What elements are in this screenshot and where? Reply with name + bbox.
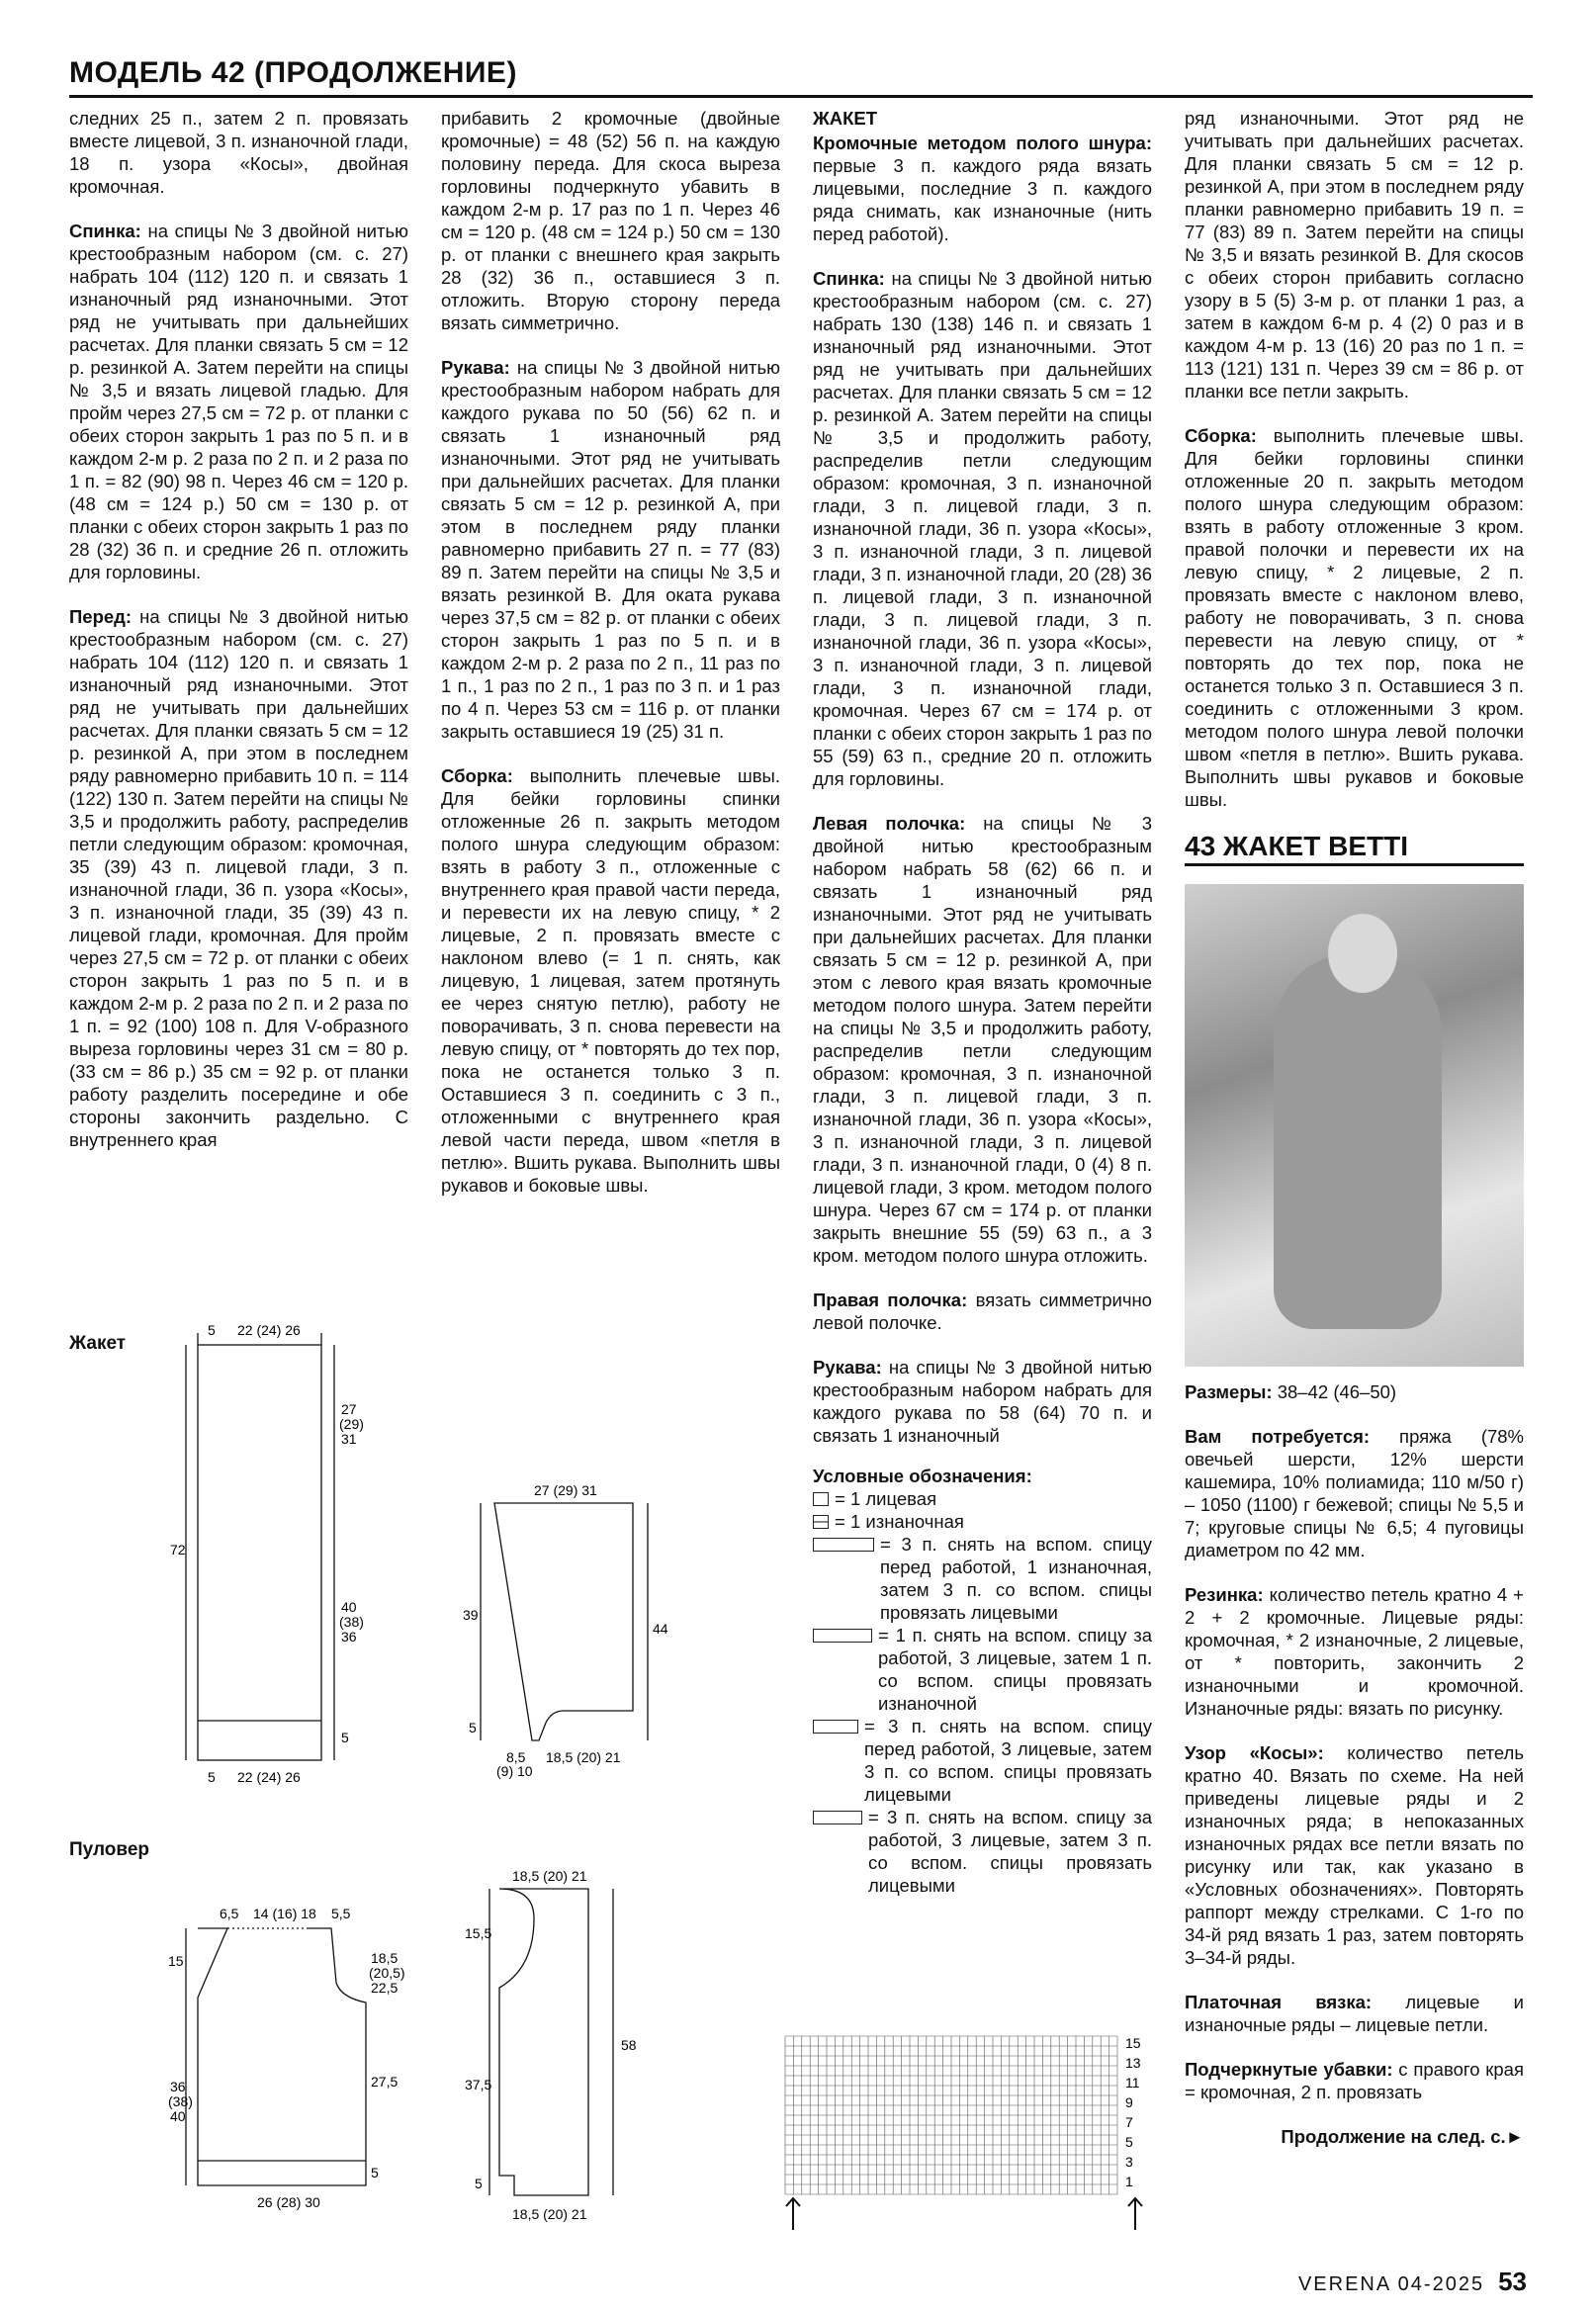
paragraph: [813, 1289, 1152, 1334]
paragraph: [69, 220, 408, 583]
paragraph: [69, 107, 408, 198]
paragraph-lead: Кромочные методом полого шнура:: [813, 133, 1152, 153]
paragraph-lead: Рукава:: [441, 357, 510, 378]
dim-bot-width: 22 (24) 26: [237, 1769, 301, 1785]
dim-right-mid-b: (38): [339, 1614, 364, 1630]
pull-r3: 22,5: [371, 1980, 399, 1996]
dim-right-mid-c: 36: [341, 1629, 357, 1645]
paragraph-lead: Спинка:: [813, 268, 885, 289]
paragraph: [813, 267, 1152, 790]
paragraph-text: прибавить 2 кромочные (двойные кромочные) = 48 (52) 56 п. на каждую половину переда. Для скоса выреза горловины подчеркнуто убавить в каждом 2-м р. 17 раз по 1 п. Через 46 см = 120 р. (48 см = 124 р.) 50 см = 130 р. от планки с внешнего края закрыть 28 (32) 36 п., оставшиеся 3 п. отложить. Вторую сторону переда вязать симметрично.: [441, 108, 780, 333]
dim-right-bot: 5: [341, 1730, 349, 1745]
pull-left-mid-a: 36: [170, 2079, 186, 2094]
chart-row-number: 7: [1125, 2114, 1133, 2130]
paragraph-text: с правого края = кромочная, 2 п. провязать: [1185, 2059, 1524, 2102]
pull-right-mid: 27,5: [371, 2074, 399, 2090]
legend-text: = 3 п. снять на вспом. спицу перед работой, 1 изнаночная, затем 3 п. со вспом. спицы провязать лицевыми: [880, 1534, 1152, 1623]
sleeve-top: 27 (29) 31: [534, 1482, 597, 1498]
section-heading: ЖАКЕТ: [813, 108, 878, 129]
model-head: [1328, 914, 1397, 993]
arrow-left-icon: [786, 2198, 800, 2230]
chart-row-number: 9: [1125, 2094, 1133, 2110]
paragraph-lead: Перед:: [69, 606, 133, 627]
arrow-right-icon: [1128, 2198, 1142, 2230]
paragraph: [441, 356, 780, 743]
dim-bot-left: 5: [208, 1769, 216, 1785]
chart-row-number: 13: [1125, 2055, 1141, 2071]
paragraph-lead: Рукава:: [813, 1357, 882, 1378]
legend-item: [813, 1510, 1152, 1533]
continue-note: Продолжение на след. с.►: [1281, 2126, 1524, 2147]
purl-square-icon: [813, 1515, 829, 1529]
paragraph: [441, 107, 780, 334]
sleeve-bot-a: 8,5: [506, 1749, 526, 1765]
sleeve-right: 44: [653, 1621, 668, 1637]
sleeve-bot-b: 18,5 (20) 21: [546, 1749, 621, 1765]
pull-left-mid-c: 40: [170, 2108, 186, 2124]
cable-3x3-right-icon: [813, 1811, 862, 1824]
pull-t3: 5,5: [331, 1906, 351, 1921]
dim-right-mid-a: 40: [341, 1599, 357, 1615]
dim-top-width: 22 (24) 26: [237, 1322, 301, 1338]
jacket-sleeve-schematic: [435, 1473, 692, 1800]
pullover-schematic: [158, 1889, 405, 2245]
paragraph-lead: Платочная вязка:: [1185, 1992, 1373, 2012]
paragraph: [1185, 1425, 1524, 1561]
pull-left-top: 15: [168, 1953, 184, 1969]
legend-item: [813, 1715, 1152, 1806]
paragraph: [813, 132, 1152, 245]
paragraph: [1185, 2058, 1524, 2103]
legend-item: [813, 1533, 1152, 1624]
page-header: [69, 51, 1533, 98]
paragraph-text: на спицы № 3 двойной нитью крестообразным набором (см. с. 27) набрать 104 (112) 120 п. и связать 1 изнаночный ряд изнаночными. Этот ряд не учитывать при дальнейших расчетах. Для планки связать 5 см = 12 р. резинкой А. Затем перейти на спицы № 3,5 и вязать лицевой гладью. Для пройм через 27,5 см = 72 р. от планки с обеих сторон закрыть 1 раз по 5 п. и в каждом 2-м р. 2 раза по 2 п. и 2 раза по 1 п. = 82 (90) 98 п. Через 46 см = 120 р. (48 см = 124 р.) 50 см = 130 р. от планки с обеих сторон закрыть 1 раз по 28 (32) 36 п. и средние 26 п. отложить для горловины.: [69, 221, 408, 582]
pull-r2: (20,5): [369, 1965, 405, 1981]
pull-bot: 26 (28) 30: [257, 2194, 320, 2210]
paragraph: [69, 605, 408, 1151]
paragraph: [1185, 424, 1524, 811]
chart-row-number: 3: [1125, 2154, 1133, 2170]
paragraph: [1185, 1380, 1524, 1403]
pull-left-mid-b: (38): [168, 2093, 193, 2109]
paragraph-lead: Сборка:: [441, 765, 513, 786]
cable-3-1-back-icon: [813, 1629, 872, 1643]
column-4: [1185, 107, 1524, 2148]
page-footer: [1298, 2267, 1527, 2297]
model-figure: [1274, 953, 1442, 1329]
dim-height: 72: [170, 1542, 186, 1557]
psleeve-left-mid: 37,5: [465, 2077, 492, 2092]
paragraph-text: пряжа (78% овечьей шерсти, 12% шерсти кашемира, 10% полиамида; 110 м/50 г) – 1050 (1100) г бежевой; спицы № 5,5 и 7; круговые спицы № 6,5; 4 пуговицы диаметром по 42 мм.: [1185, 1426, 1525, 1560]
paragraph: [813, 1356, 1152, 1447]
paragraph-lead: Спинка:: [69, 221, 141, 241]
paragraph-text: на спицы № 3 двойной нитью крестообразным набором (см. с. 27) набрать 104 (112) 120 п. и связать 1 изнаночный ряд изнаночными. Этот ряд не учитывать при дальнейших расчетах. Для планки связать 5 см = 12 р. резинкой А, при этом в последнем ряду равномерно прибавить 10 п. = 114 (122) 130 п. Затем перейти на спицы № 3,5 и продолжить работу, распределив петли следующим образом: кромочная, 35 (39) 43 п. лицевой глади, 3 п. изнаночной глади, 36 п. узора «Косы», 3 п. изнаночной глади, 35 (39) 43 п. лицевой глади, кромочная. Для пройм через 27,5 см = 72 р. от планки с обеих сторон закрыть 1 раз по 5 п. и в каждом 2-м р. 2 раза по 2 п. и 2 раза по 1 п. = 92 (100) 108 п. Для V-образного выреза горловины через 31 см = 80 р. (33 см = 86 р.) 35 см = 92 р. от планки работу разделить посередине и обе стороны закончить раздельно. С внутреннего края: [69, 606, 408, 1150]
psleeve-right: 58: [621, 2037, 637, 2053]
paragraph-text: лицевые и изнаночные ряды – лицевые петли.: [1185, 1992, 1524, 2035]
sleeve-bot-small: 5: [469, 1720, 477, 1735]
paragraph-lead: Сборка:: [1185, 425, 1257, 446]
paragraph-lead: Подчеркнутые убавки:: [1185, 2059, 1393, 2080]
magazine-brand: VERENA 04-2025: [1297, 2273, 1485, 2295]
paragraph-text: на спицы № 3 двойной нитью крестообразным набором набрать для каждого рукава по 58 (64) 70 п. и связать 1 изнаночный: [813, 1357, 1152, 1446]
psleeve-left-top: 15,5: [465, 1925, 492, 1941]
jacket-schematic: [158, 1315, 396, 1800]
legend-item: [813, 1487, 1152, 1510]
paragraph: [1185, 1583, 1524, 1720]
pull-t1: 6,5: [220, 1906, 239, 1921]
paragraph-text: ряд изнаночными. Этот ряд не учитывать при дальнейших расчетах. Для планки связать 5 см = 12 р. резинкой А, при этом в последнем ряду планки равномерно прибавить 19 п. = 77 (83) 89 п. Затем перейти на спицы № 3,5 и вязать резинкой В. Для скосов с обеих сторон прибавить согласно узору в 5 (5) 3-м р. от планки 1 раз, а затем в каждом 6-м р. 4 (2) 0 раз и в каждом 4-м р. 13 (16) 20 раз по 1 п. = 113 (121) 131 п. Через 39 см = 86 р. от планки все петли закрыть.: [1185, 108, 1524, 401]
knit-square-icon: [813, 1492, 829, 1506]
cable-3x3-left-icon: [813, 1720, 858, 1734]
paragraph: [441, 764, 780, 1197]
chart-row-number: 11: [1125, 2075, 1140, 2091]
paragraph-text: на спицы № 3 двойной нитью крестообразным набором набрать для каждого рукава по 50 (56) 62 п. и связать 1 изнаночный ряд изнаночными. Этот ряд не учитывать при дальнейших расчетах. Для планки связать 5 см = 12 р. резинкой А, при этом в последнем ряду планки равномерно прибавить 27 п. = 77 (83) 89 п. Затем перейти на спицы № 3,5 и вязать резинкой В. Для оката рукава через 37,5 см = 82 р. от планки с обеих сторон закрыть 1 раз по 5 п. и в каждом 2-м р. 2 раза по 2 п., 11 раз по 1 п., 1 раз по 2 п., 1 раз по 3 п. и 1 раз по 4 п. Через 53 см = 116 р. от планки закрыть оставшиеся 19 (25) 31 п.: [441, 357, 780, 742]
paragraph-lead: Левая полочка:: [813, 813, 966, 834]
legend: [813, 1465, 1152, 1897]
pull-r1: 18,5: [371, 1950, 399, 1966]
paragraph-lead: Размеры:: [1185, 1381, 1273, 1402]
paragraph-text: вязать симметрично левой полочке.: [813, 1290, 1152, 1333]
paragraph-text: количество петель кратно 4 + 2 + 2 кромочные. Лицевые ряды: кромочная, * 2 изнаночные, 2 лицевые, от * повторить, закончить 2 изнаночными и кромочной. Изнаночные ряды: вязать по рисунку.: [1185, 1584, 1524, 1719]
paragraph: [813, 812, 1152, 1267]
jacket-label: Жакет: [69, 1333, 127, 1354]
pull-t2: 14 (16) 18: [253, 1906, 316, 1921]
dim-top-left: 5: [208, 1322, 216, 1338]
paragraph-lead: Резинка:: [1185, 1584, 1264, 1605]
paragraph-lead: Вам потребуется:: [1185, 1426, 1371, 1447]
legend-text: = 3 п. снять на вспом. спицу за работой, 3 лицевые, затем 3 п. со вспом. спицы провязать лицевыми: [868, 1807, 1152, 1896]
paragraph-lead: Правая полочка:: [813, 1290, 968, 1310]
sleeve-left: 39: [463, 1607, 479, 1623]
legend-title: Условные обозначения:: [813, 1466, 1032, 1486]
chart-row-number: 15: [1125, 2035, 1141, 2051]
column-2: [441, 107, 780, 1218]
paragraph: [1185, 1741, 1524, 1969]
chart-row-number: 5: [1125, 2134, 1133, 2150]
paragraph-text: на спицы № 3 двойной нитью крестообразным набором (см. с. 27) набрать 130 (138) 146 п. и связать 1 изнаночный ряд изнаночными. Этот ряд не учитывать при дальнейших расчетах. Для планки связать 5 см = 12 р. резинкой А. Затем перейти на спицы № 3,5 и продолжить работу, распределив петли следующим образом: кромочная, 3 п. изнаночной глади, 3 п. лицевой глади, 3 п. изнаночной глади, 36 п. узора «Косы», 3 п. изнаночной глади, 3 п. лицевой глади, 3 п. изнаночной глади, 20 (28) 36 п. лицевой глади, 3 п. изнаночной глади, 3 п. лицевой глади, 3 п. изнаночной глади, 36 п. узора «Косы», 3 п. изнаночной глади, 3 п. лицевой глади, 3 п. изнаночной глади, кромочная. Через 67 см = 174 р. от планки с обеих сторон закрыть 1 раз по 55 (59) 63 п., средние 20 п. отложить для горловины.: [813, 268, 1152, 789]
psleeve-left-bot: 5: [475, 2176, 483, 2191]
legend-text: = 3 п. снять на вспом. спицу перед работой, 3 лицевые, затем 3 п. со вспом. спицы провязать лицевыми: [864, 1716, 1152, 1805]
cable-chart: [781, 2032, 1167, 2250]
paragraph: [1185, 1991, 1524, 2036]
paragraph-text: первые 3 п. каждого ряда вязать лицевыми, последние 3 п. каждого ряда снимать, как изнаночные (нить перед работой).: [813, 155, 1152, 244]
column-1: [69, 107, 408, 1173]
sleeve-bot-a2: (9) 10: [496, 1763, 533, 1779]
psleeve-bot: 18,5 (20) 21: [512, 2206, 587, 2222]
page-number: 53: [1498, 2267, 1527, 2296]
paragraph: [813, 107, 1152, 130]
legend-text: = 1 п. снять на вспом. спицу за работой, 3 лицевые, затем 1 п. со вспом. спицы провязать изнаночной: [878, 1625, 1152, 1714]
cable-3x3-front-icon: [813, 1538, 874, 1552]
paragraph-text: выполнить плечевые швы. Для бейки горловины спинки отложенные 26 п. закрыть методом полого шнура следующим образом: взять в работу 3 п., отложенные с внутреннего края правой части переда, и перевести их на левую спицу, * 2 лицевые, 2 п. провязать вместе с наклоном влево (= 1 п. снять, как лицевую, 1 лицевая, затем протянуть ее через снятую петлю), работу не поворачивать, 3 п. снова перевести на левую спицу, от * повторять до тех пор, пока не останется только 3 п. Оставшиеся 3 п. соединить с 3 п., отложенными с внутреннего края левой части переда, швом «петля в петлю». Вшить рукава. Выполнить швы рукавов и боковые швы.: [441, 765, 780, 1196]
paragraph-text: выполнить плечевые швы. Для бейки горловины спинки отложенные 20 п. закрыть методом полого шнура следующим образом: взять в работу отложенные 3 кром. правой полочки и перевести их на левую спицу, * 2 лицевые, 2 п. провязать вместе с наклоном влево, работу не поворачивать, 3 п. снова перевести на левую спицу, от * повторять до тех пор, пока не останется только 3 п. Оставшиеся 3 п. соединить с отложенными 3 кром. методом полого шнура левой полочки швом «петля в петлю». Вшить рукава. Выполнить швы рукавов и боковые швы.: [1185, 425, 1524, 810]
paragraph-lead: Узор «Косы»:: [1185, 1742, 1324, 1763]
paragraph: [1185, 107, 1524, 402]
legend-text: = 1 лицевая: [835, 1488, 937, 1509]
paragraph-text: количество петель кратно 40. Вязать по схеме. На ней приведены лицевые ряды и 2 изнаночных ряда; в непоказанных изнаночных рядах все петли вязать по рисунку или так, как указано в «Условных обозначениях». Повторять раппорт между стрелками. С 1-го по 34-й ряд вязать 1 раз, затем повторять 3–34-й ряды.: [1185, 1742, 1524, 1968]
paragraph-text: 38–42 (46–50): [1272, 1381, 1397, 1402]
page-title: МОДЕЛЬ 42 (ПРОДОЛЖЕНИЕ): [69, 56, 517, 89]
dim-right-top-a: 27: [341, 1401, 357, 1417]
model-photo: [1185, 884, 1524, 1367]
pullover-label: Пуловер: [69, 1839, 150, 1860]
legend-item: [813, 1806, 1152, 1897]
pullover-sleeve-schematic: [445, 1859, 672, 2245]
legend-text: = 1 изнаночная: [835, 1511, 964, 1532]
dim-right-top-c: 31: [341, 1431, 357, 1447]
column-3: [813, 107, 1152, 1897]
chart-row-number: 1: [1125, 2174, 1133, 2189]
paragraph-text: на спицы № 3 двойной нитью крестообразным набором набрать 58 (62) 66 п. и связать 1 изнаночный ряд изнаночными. Этот ряд не учитывать при дальнейших расчетах. Для планки связать 5 см = 12 р. резинкой А, при этом с левого края вязать кромочные методом полого шнура. Затем перейти на спицы № 3,5 и продолжить работу, распределив петли следующим образом: кромочная, 3 п. изнаночной глади, 3 п. лицевой глади, 3 п. изнаночной глади, 36 п. узора «Косы», 3 п. изнаночной глади, 3 п. лицевой глади, 3 п. изнаночной глади, 0 (4) 8 п. лицевой глади, 3 кром. методом полого шнура. Через 67 см = 174 р. от планки закрыть внешние 55 (59) 63 п., а 3 кром. методом полого шнура отложить.: [813, 813, 1152, 1266]
pull-right-bot: 5: [371, 2165, 379, 2180]
psleeve-top: 18,5 (20) 21: [512, 1868, 587, 1884]
paragraph-text: следних 25 п., затем 2 п. провязать вместе лицевой, 3 п. изнаночной глади, 18 п. узора «Косы», двойная кромочная.: [69, 108, 408, 197]
section-43-title: 43 ЖАКЕТ BETTI: [1185, 835, 1524, 866]
legend-item: [813, 1624, 1152, 1715]
dim-right-top-b: (29): [339, 1416, 364, 1432]
